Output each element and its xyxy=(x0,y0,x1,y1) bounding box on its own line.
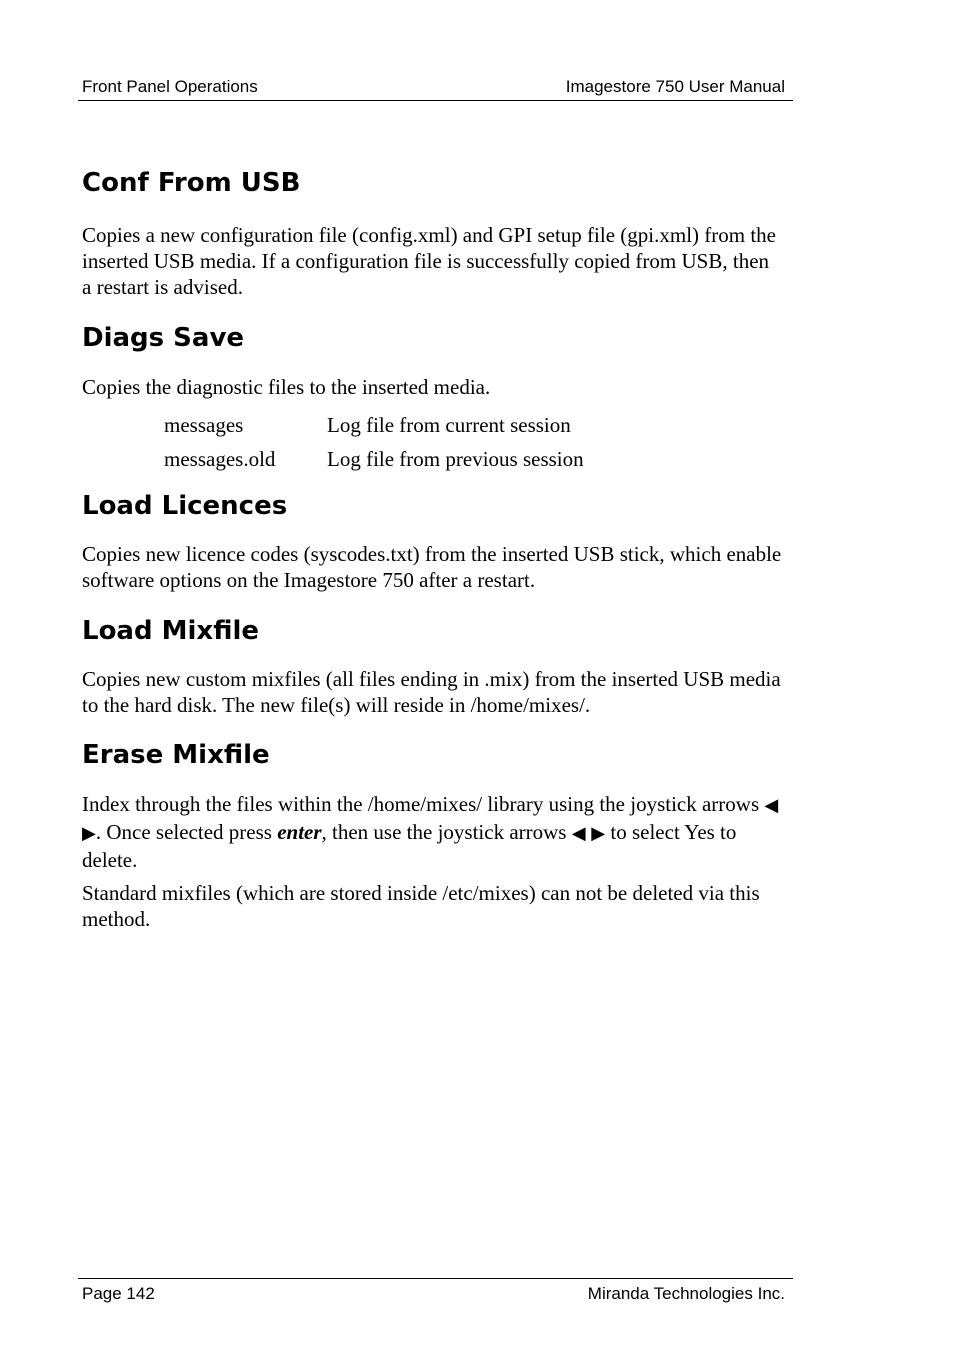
section-heading: Load Mixfile xyxy=(82,616,260,646)
section-diags-save xyxy=(82,321,782,476)
section-conf-from-usb xyxy=(82,166,782,300)
diag-file-desc: Log file from current session xyxy=(327,413,571,437)
section-body: Copies new custom mixfiles (all files ending in .mix) from the inserted USB media to the hard disk. The new file(s) will reside in /home/mixes/. xyxy=(82,667,781,717)
joystick-arrows-icon: ◀ ▶ xyxy=(571,823,606,844)
diag-file-row xyxy=(164,408,782,442)
diag-file-row xyxy=(164,442,782,476)
section-erase-mixfile xyxy=(82,738,782,932)
page-footer xyxy=(78,1278,793,1309)
enter-keyword: enter xyxy=(277,820,322,844)
diag-file-desc: Log file from previous session xyxy=(327,447,584,471)
section-body: Copies a new configuration file (config.xml) and GPI setup file (gpi.xml) from the inserted USB media. If a configuration file is successfully copied from USB, then a restart is advised. xyxy=(82,223,776,299)
company-name: Miranda Technologies Inc. xyxy=(587,1284,785,1303)
section-body: Copies new licence codes (syscodes.txt) from the inserted USB stick, which enable software options on the Imagestore 750 after a restart. xyxy=(82,542,782,592)
section-load-licences xyxy=(82,489,782,593)
section-heading: Load Licences xyxy=(82,491,288,521)
diag-file-name: messages xyxy=(164,413,244,437)
diag-files-table xyxy=(164,408,782,476)
header-manual-title: Imagestore 750 User Manual xyxy=(565,77,785,96)
page-content xyxy=(82,166,782,932)
page-number: Page 142 xyxy=(82,1284,155,1303)
diag-file-name: messages.old xyxy=(164,447,276,471)
header-section-title: Front Panel Operations xyxy=(82,77,258,96)
section-body: Copies the diagnostic files to the inserted media. xyxy=(82,375,491,399)
section-heading: Conf From USB xyxy=(82,168,301,198)
joystick-arrows-icon: ◀ ▶ xyxy=(82,795,779,844)
section-body: Index through the files within the /home/mixes/ library using the joystick arrows ◀ ▶. Once selected press enter, then use the joystick arrows ◀ ▶ to select Yes to delete. xyxy=(82,792,779,872)
section-load-mixfile xyxy=(82,614,782,718)
section-heading: Diags Save xyxy=(82,323,245,353)
section-note: Standard mixfiles (which are stored inside /etc/mixes) can not be deleted via this method. xyxy=(82,881,760,931)
page-header xyxy=(78,76,793,101)
section-heading: Erase Mixfile xyxy=(82,740,270,770)
